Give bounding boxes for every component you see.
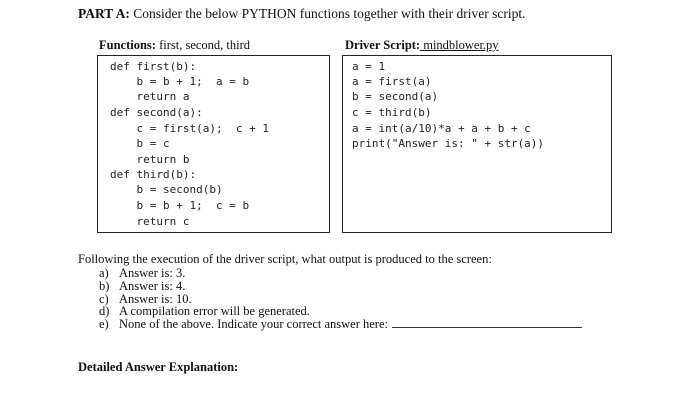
option-letter: c): [99, 291, 109, 306]
functions-code-line: return a: [110, 90, 190, 103]
functions-code-line: b = c: [110, 137, 170, 150]
driver-code-line: a = first(a): [352, 75, 432, 88]
driver-title-text: mindblower.py: [420, 38, 499, 52]
functions-code-line: def second(a):: [110, 106, 203, 119]
driver-code-line: print("Answer is: " + str(a)): [352, 137, 545, 150]
functions-code-line: b = b + 1; c = b: [110, 199, 250, 212]
option-text: Answer is: 4.: [119, 278, 186, 293]
part-a-label: PART A:: [78, 6, 130, 21]
explanation-label: Detailed Answer Explanation:: [78, 360, 239, 374]
question-text: Following the execution of the driver script, what output is produced to the screen:: [78, 252, 492, 266]
part-a-text: Consider the below PYTHON functions together with their driver script.: [129, 6, 526, 21]
functions-code-line: c = first(a); c + 1: [110, 122, 269, 135]
driver-code-line: c = third(b): [352, 106, 432, 119]
driver-title-label: Driver Script:: [345, 38, 421, 52]
option-letter: e): [99, 317, 109, 332]
functions-code-line: b = second(b): [110, 183, 223, 196]
answer-blank-line[interactable]: [392, 318, 582, 328]
functions-title-text: first, second, third: [155, 38, 251, 52]
option-letter: d): [99, 304, 110, 319]
option-text: A compilation error will be generated.: [119, 304, 310, 319]
functions-title-label: Functions:: [99, 38, 156, 52]
driver-code-line: a = int(a/10)*a + a + b + c: [352, 122, 531, 135]
functions-title: [99, 38, 250, 52]
option-text: Answer is: 10.: [119, 291, 192, 306]
driver-code-box: [342, 55, 612, 233]
driver-code-line: a = 1: [352, 60, 386, 73]
part-a-heading: [78, 6, 525, 22]
option-e[interactable]: [99, 318, 582, 331]
option-letter: b): [99, 278, 110, 293]
option-letter: a): [99, 266, 109, 280]
option-text: Answer is: 3.: [119, 266, 186, 280]
functions-code-line: return b: [110, 153, 190, 166]
functions-code-line: b = b + 1; a = b: [110, 75, 250, 88]
functions-code-line: return c: [110, 215, 190, 228]
functions-code-line: def third(b):: [110, 168, 197, 181]
functions-code-box: [97, 55, 330, 233]
option-text: None of the above. Indicate your correct answer here:: [119, 317, 388, 332]
answer-options: [99, 267, 582, 331]
driver-code-line: b = second(a): [352, 90, 439, 103]
driver-title: [345, 38, 499, 52]
functions-code-line: def first(b):: [110, 60, 197, 73]
